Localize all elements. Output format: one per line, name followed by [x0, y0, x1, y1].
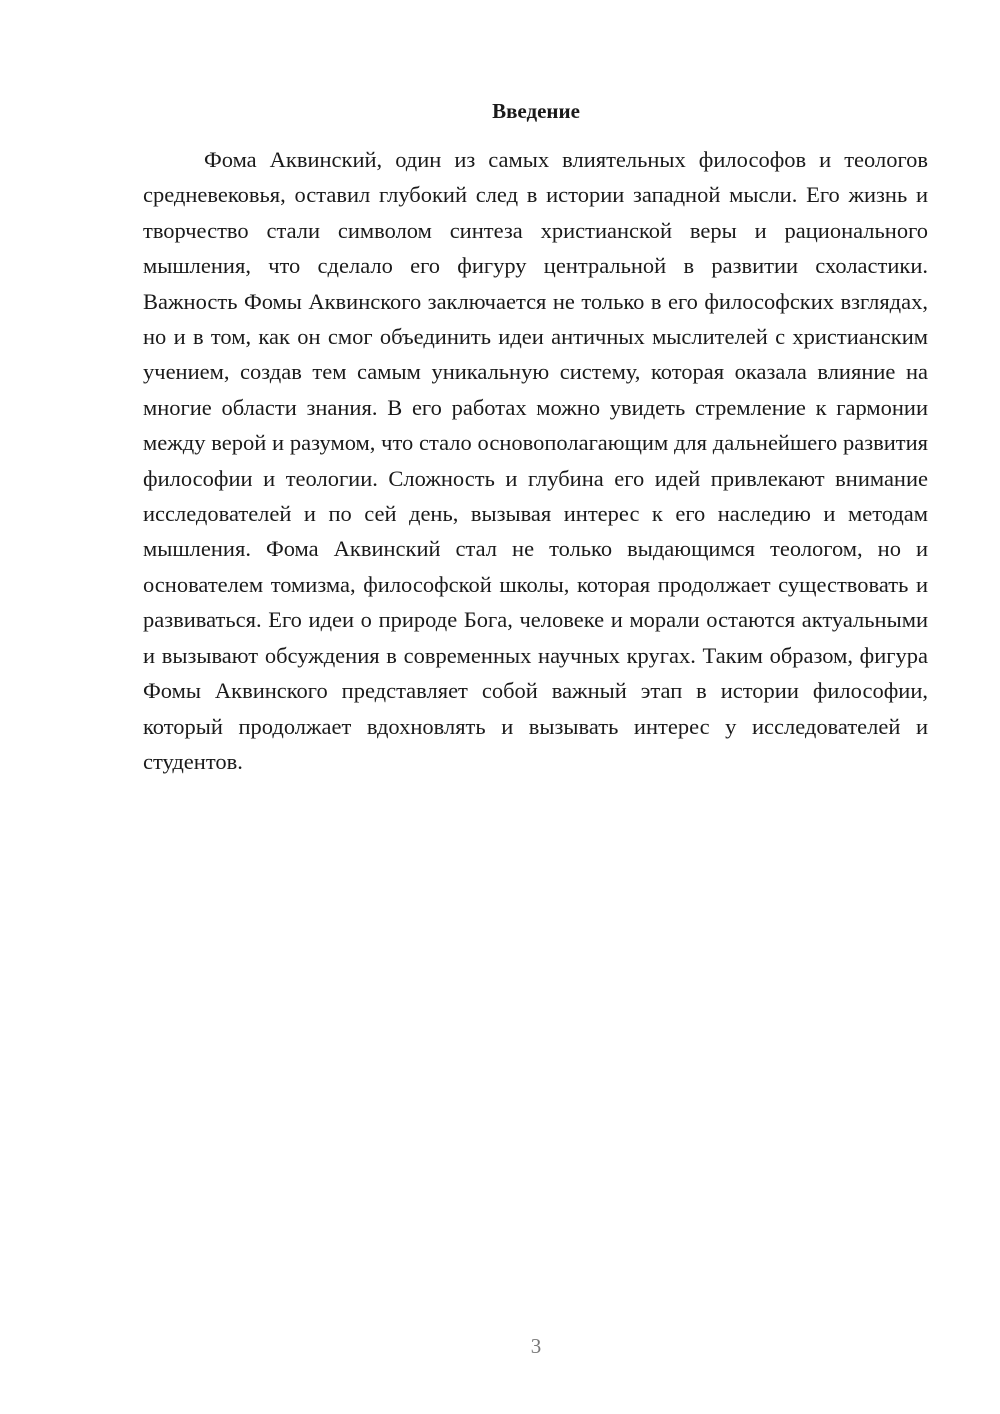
introduction-paragraph: Фома Аквинский, один из самых влиятельных философов и теологов средневековья, оставил глубокий след в истории западной мысли. Его жизнь и творчество стали символом синтеза христианской веры и рационального мышления, что сделало его фигуру центральной в развитии схоластики. Важность Фомы Аквинского заключается не только в его философских взглядах, но и в том, как он смог объединить идеи античных мыслителей с христианским учением, создав тем самым уникальную систему, которая оказала влияние на многие области знания. В его работах можно увидеть стремление к гармонии между верой и разумом, что стало основополагающим для дальнейшего развития философии и теологии. Сложность и глубина его идей привлекают внимание исследователей и по сей день, вызывая интерес к его наследию и методам мышления. Фома Аквинский стал не только выдающимся теологом, но и основателем томизма, философской школы, которая продолжает существовать и развиваться. Его идеи о природе Бога, человеке и морали остаются актуальными и вызывают обсуждения в современных научных кругах. Таким образом, фигура Фомы Аквинского представляет собой важный этап в истории философии, который продолжает вдохновлять и вызывать интерес у исследователей и студентов. [143, 147, 928, 774]
section-heading: Введение [492, 99, 580, 123]
page-number: 3 [530, 1334, 542, 1358]
